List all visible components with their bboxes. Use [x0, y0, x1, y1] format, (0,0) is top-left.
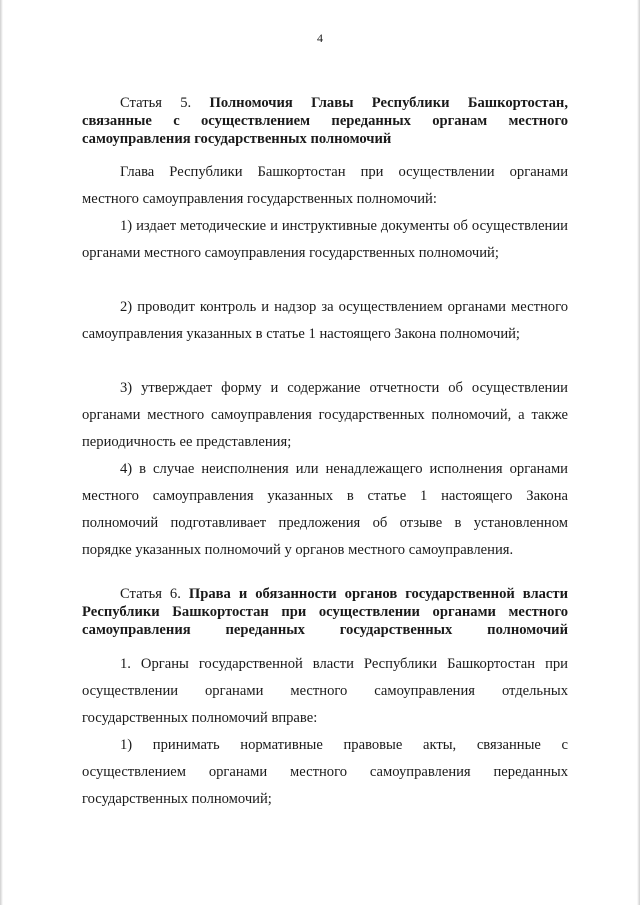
page-number: 4: [317, 31, 323, 45]
article-5-label: Статья 5.: [120, 95, 192, 111]
article-5-item-1: 1) издает методические и инструктивные документы об осуществлении органами местного самоуправления государственных полномочий;: [82, 218, 568, 261]
article-5-item-2: 2) проводит контроль и надзор за осуществлением органами местного самоуправления указанных в статье 1 настоящего Закона полномочий;: [82, 299, 568, 342]
article-5-title: Полномочия Главы Республики Башкортостан, связанные с осуществлением переданных органам местного самоуправления государственных полномочий: [82, 95, 568, 147]
article-5-item-3: 3) утверждает форму и содержание отчетности об осуществлении органами местного самоуправления государственных полномочий, а также периодичность ее представления;: [82, 380, 568, 450]
article-6-label: Статья 6.: [120, 586, 181, 602]
article-6-heading: [82, 585, 568, 639]
article-5-item-4: 4) в случае неисполнения или ненадлежащего исполнения органами местного самоуправления указанных в статье 1 настоящего Закона полномочий подготавливает предложения об отзыве в установленном порядке указанных полномочий у органов местного самоуправления.: [82, 461, 568, 558]
article-5-intro: Глава Республики Башкортостан при осуществлении органами местного самоуправления государственных полномочий:: [82, 164, 568, 207]
article-6-title: Права и обязанности органов государственной власти Республики Башкортостан при осуществлении органами местного самоуправления переданных государственных полномочий: [82, 586, 568, 638]
scan-edge-left: [0, 0, 3, 905]
article-6-paragraph-1: 1. Органы государственной власти Республики Башкортостан при осуществлении органами местного самоуправления отдельных государственных полномочий вправе:: [82, 656, 568, 726]
article-5-heading: [82, 94, 568, 148]
article-6-item-1: 1) принимать нормативные правовые акты, связанные с осуществлением органами местного самоуправления переданных государственных полномочий;: [82, 737, 568, 807]
